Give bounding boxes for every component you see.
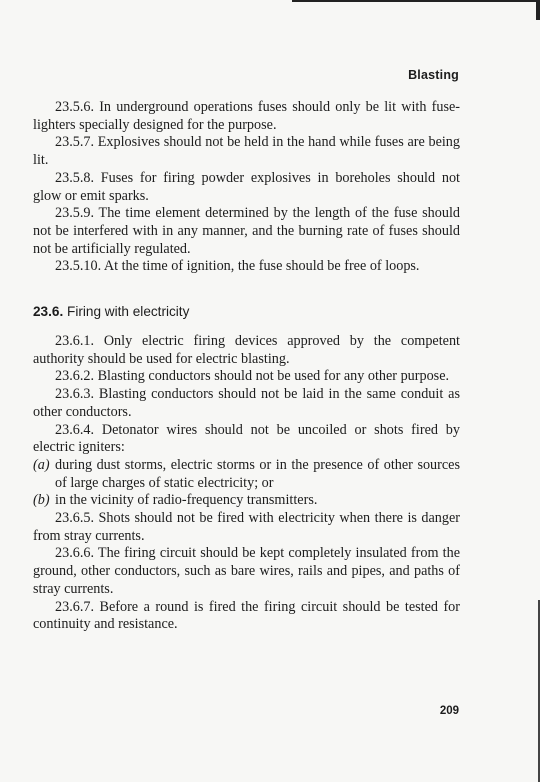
list-item-a bbox=[33, 457, 460, 492]
page-body bbox=[33, 99, 460, 634]
spacer bbox=[33, 320, 460, 333]
section-heading bbox=[33, 303, 460, 320]
paragraph-23-5-9: 23.5.9. The time element determined by the length of the fuse should not be interfered with in any manner, and the burning rate of fuses should not be artificially regulated. bbox=[33, 205, 460, 257]
section-title: Firing with electricity bbox=[67, 304, 190, 320]
paragraph-23-5-10: 23.5.10. At the time of ignition, the fuse should be free of loops. bbox=[55, 258, 420, 275]
paragraph-23-6-3: 23.6.3. Blasting conductors should not be laid in the same conduit as other conductors. bbox=[33, 386, 460, 420]
list-item-b bbox=[33, 492, 460, 510]
page-number: 209 bbox=[439, 705, 459, 717]
paragraph-23-6-5: 23.6.5. Shots should not be fired with electricity when there is danger from stray currents. bbox=[33, 510, 460, 544]
paragraph-23-6-1: 23.6.1. Only electric firing devices approved by the competent authority should be used for electric blasting. bbox=[33, 333, 460, 367]
section-number: 23.6. bbox=[33, 304, 64, 320]
paragraph-23-6-7: 23.6.7. Before a round is fired the firing circuit should be tested for continuity and resistance. bbox=[33, 598, 460, 633]
list-marker: (a) bbox=[33, 456, 50, 473]
top-border-rule bbox=[292, 0, 540, 2]
paragraph-23-6-2: 23.6.2. Blasting conductors should not be used for any other purpose. bbox=[55, 368, 450, 385]
running-head: Blasting bbox=[408, 68, 459, 82]
list-item-text: during dust storms, electric storms or in the presence of other sources of large charges of static electricity; or bbox=[55, 456, 460, 491]
paragraph-23-6-6: 23.6.6. The firing circuit should be kept completely insulated from the ground, other conductors, such as bare wires, rails and pipes, and paths of stray currents. bbox=[33, 545, 460, 597]
list-marker: (b) bbox=[33, 492, 50, 509]
paragraph-23-6-4: 23.6.4. Detonator wires should not be uncoiled or shots fired by electric igniters: bbox=[33, 421, 460, 456]
paragraph-23-5-8: 23.5.8. Fuses for firing powder explosives in boreholes should not glow or emit sparks. bbox=[33, 169, 460, 204]
corner-mark bbox=[536, 0, 540, 20]
paragraph-23-5-6: 23.5.6. In underground operations fuses should only be lit with fuse-lighters specially designed for the purpose. bbox=[33, 99, 460, 133]
spacer bbox=[33, 276, 460, 303]
paragraph-23-5-7: 23.5.7. Explosives should not be held in the hand while fuses are being lit. bbox=[33, 134, 460, 169]
list-item-text: in the vicinity of radio-frequency transmitters. bbox=[55, 492, 318, 509]
